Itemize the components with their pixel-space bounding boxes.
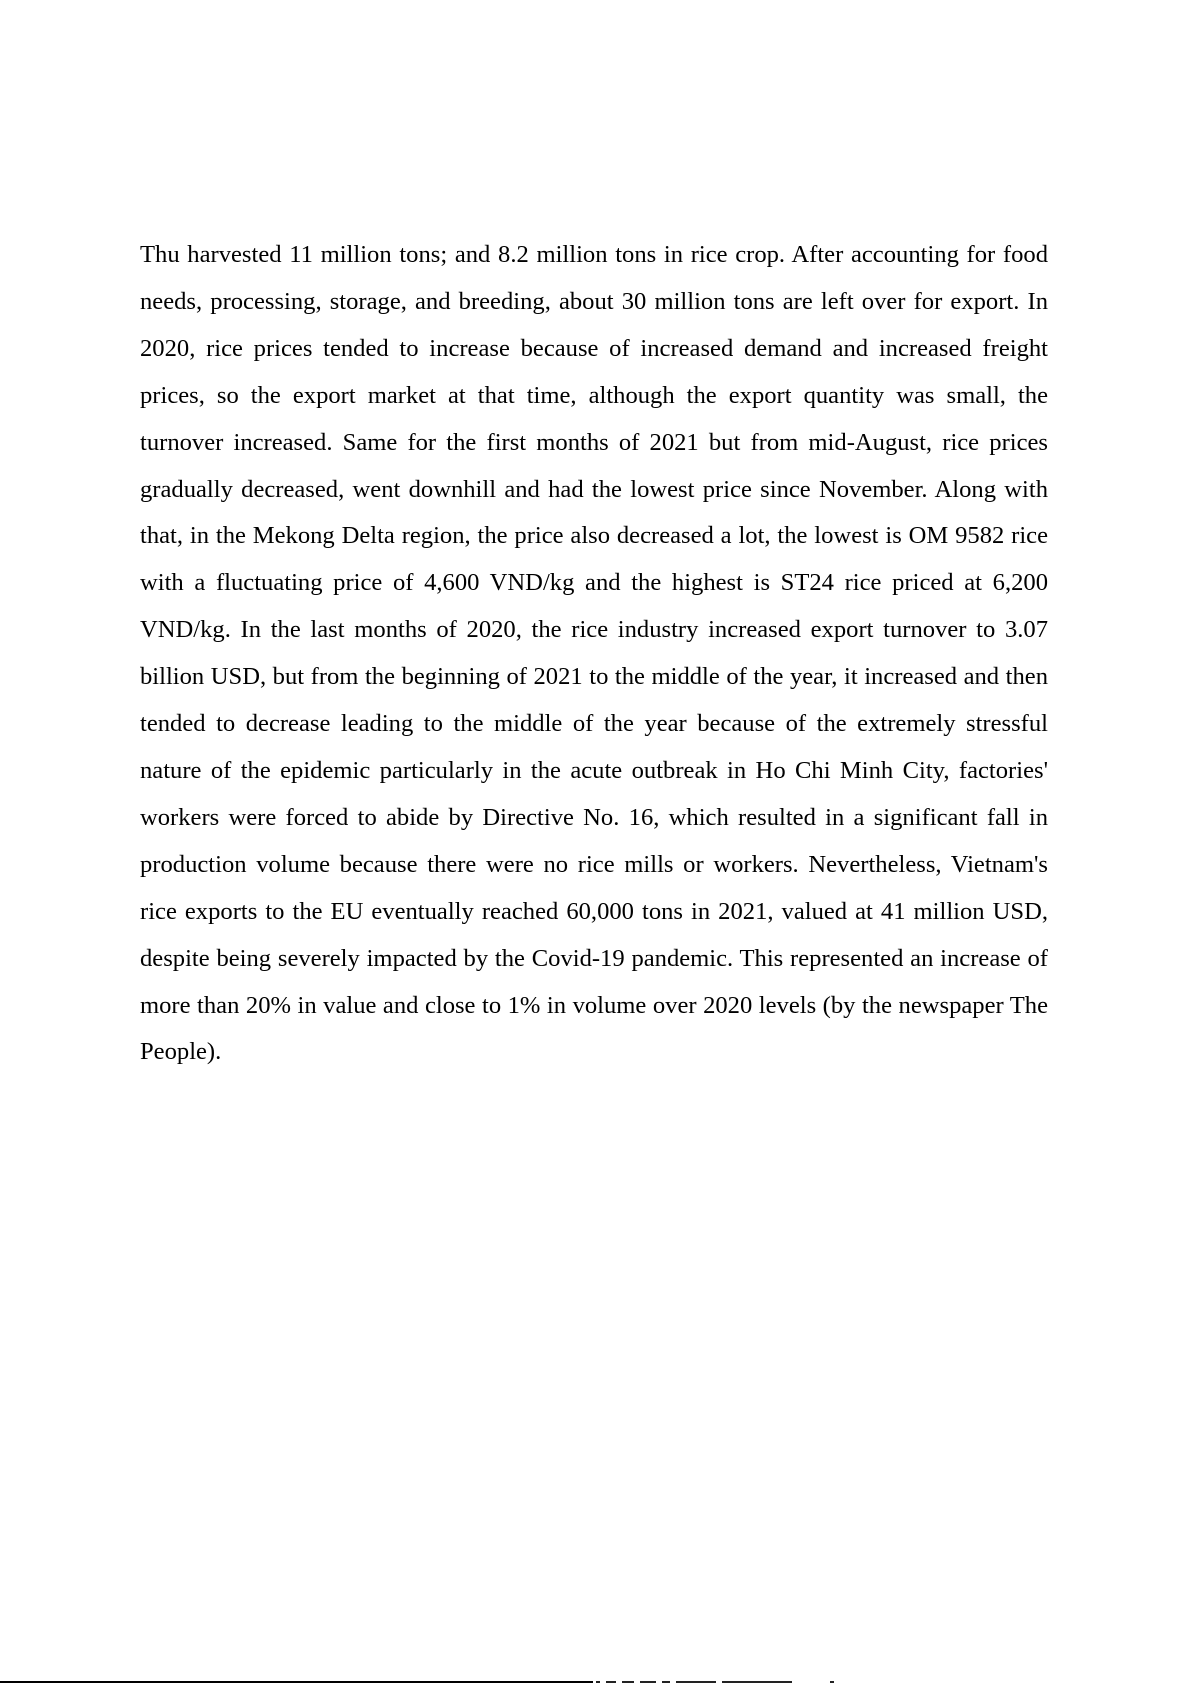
footer-rule [0,1681,593,1683]
body-paragraph: Thu harvested 11 million tons; and 8.2 million tons in rice crop. After accounting for food needs, processing, storage, and breeding, about 30 million tons are left over for export. In 2020, rice prices tended to increase because of increased demand and increased freight prices, so the export market at that time, although the export quantity was small, the turnover increased. Same for the first months of 2021 but from mid-August, rice prices gradually decreased, went downhill and had the lowest price since November. Along with that, in the Mekong Delta region, the price also decreased a lot, the lowest is OM 9582 rice with a fluctuating price of 4,600 VND/kg and the highest is ST24 rice priced at 6,200 VND/kg. In the last months of 2020, the rice industry increased export turnover to 3.07 billion USD, but from the beginning of 2021 to the middle of the year, it increased and then tended to decrease leading to the middle of the year because of the extremely stressful nature of the epidemic particularly in the acute outbreak in Ho Chi Minh City, factories' workers were forced to abide by Directive No. 16, which resulted in a significant fall in production volume because there were no rice mills or workers. Nevertheless, Vietnam's rice exports to the EU eventually reached 60,000 tons in 2021, valued at 41 million USD, despite being severely impacted by the Covid-19 pandemic. This represented an increase of more than 20% in value and close to 1% in volume over 2020 levels (by the newspaper The People). [140,241,1048,1066]
footer-cut-off-marks [596,1679,846,1685]
